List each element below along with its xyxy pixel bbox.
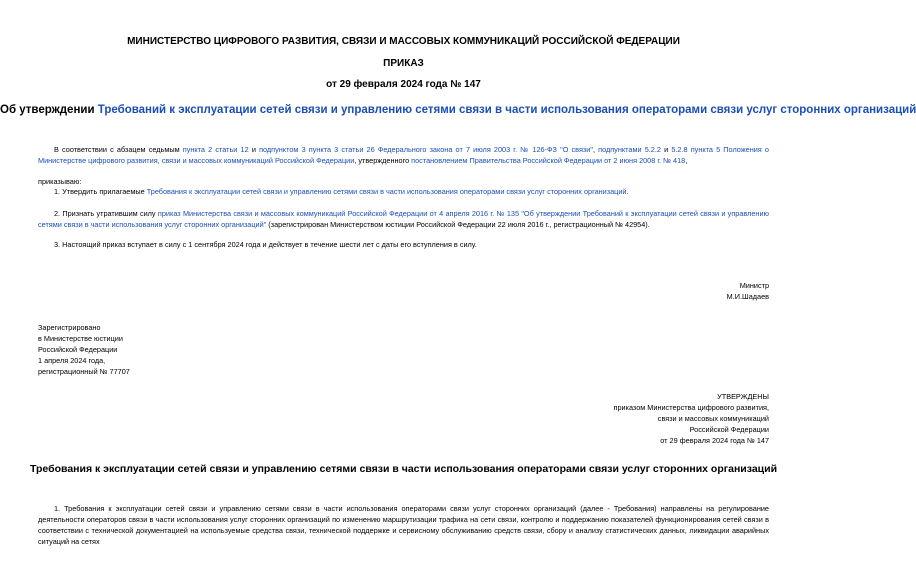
ministry-header: МИНИСТЕРСТВО ЦИФРОВОГО РАЗВИТИЯ, СВЯЗИ И МАССОВЫХ КОММУНИКАЦИЙ РОССИЙСКОЙ ФЕДЕРАЦИИ [127,36,680,47]
preamble-text-2: и [248,145,260,154]
order-word: приказываю: [38,177,82,186]
item-3: 3. Настоящий приказ вступает в силу с 1 сентября 2024 года и действует в течение шести лет с даты его вступления в силу. [54,240,477,249]
item-2-prefix: 2. Признать утратившим силу [54,209,158,218]
preamble-link-4[interactable]: 5.2.8 пункта 5 Положения о Министерстве цифрового развития, связи и массовых коммуникаций Российской Федерации [38,145,769,165]
registration-line-1: Зарегистрировано [38,323,101,332]
title-link[interactable]: Требований к эксплуатации сетей связи и управлению сетями связи в части использования операторами связи услуг сторонних организаций [97,104,916,116]
preamble-link-5[interactable]: постановлением Правительства Российской Федерации от 2 июня 2008 г. № 418 [411,156,686,165]
signature-block [727,280,769,302]
preamble-text-1: В соответствии с абзацем седьмым [54,145,183,154]
registration-line-3: Российской Федерации [38,345,118,354]
signature-position: Министр [739,281,769,290]
item-2-suffix: (зарегистрирован Министерством юстиции Российской Федерации 22 июля 2016 г., регистрационный № 42954). [266,220,650,229]
preamble-link-3[interactable]: подпунктами 5.2.2 [598,145,661,154]
approved-line-2: приказом Министерства цифрового развития, [613,403,769,412]
requirements-paragraph-1: 1. Требования к эксплуатации сетей связи и управлению сетями связи в части использования операторами связи услуг сторонних организаций (далее - Требования) направлены на регулирование деятельности операторов связи в части использования услуг сторонних организаций по изменению маршрутизации трафика на сети связи, контролю и поддержанию показателей функционирования сетей связи в соответствии с технической документацией на используемые средства связи, технической поддержке и сервисному обслуживанию средств связи, сбору и анализу статистических данных, ликвидации аварийных ситуаций на сетях [38,504,769,546]
preamble-text-5: , утвержденного [354,156,412,165]
item-2 [38,208,769,230]
preamble-text-3: , [592,145,599,154]
preamble-link-1[interactable]: пункта 2 статьи 12 [182,145,249,154]
approved-line-3: связи и массовых коммуникаций [657,414,769,423]
preamble-text-6: , [685,156,688,165]
approved-block [614,391,769,446]
item-1-suffix: . [626,187,629,196]
signature-name: М.И.Шадаев [726,292,769,301]
document-title [0,104,916,116]
item-1-prefix: 1. Утвердить прилагаемые [54,187,147,196]
doc-type: ПРИКАЗ [383,58,424,69]
item-1 [38,186,769,197]
item-2-link[interactable]: приказ Министерства связи и массовых коммуникаций Российской Федерации от 4 апреля 2016 г. № 135 "Об утверждении Требований к эксплуатации сетей связи и управлению сетями связи в части использования услуг сторонних организаций" [38,209,770,229]
preamble-text-4: и [660,145,672,154]
item-1-link[interactable]: Требования к эксплуатации сетей связи и управлению сетями связи в части использования операторами связи услуг сторонних организаций [146,187,627,196]
doc-date-number: от 29 февраля 2024 года № 147 [326,79,481,90]
preamble-paragraph [38,144,769,166]
approved-line-1: УТВЕРЖДЕНЫ [717,392,769,401]
registration-line-4: 1 апреля 2024 года, [38,356,106,365]
approved-line-4: Российской Федерации [689,425,769,434]
preamble-link-2[interactable]: подпунктом 3 пункта 3 статьи 26 Федерального закона от 7 июля 2003 г. № 126-ФЗ "О связи" [259,145,593,154]
requirements-title: Требования к эксплуатации сетей связи и управлению сетями связи в части использования операторами связи услуг сторонних организаций [29,463,778,475]
registration-line-2: в Министерстве юстиции [38,334,123,343]
registration-block [38,322,130,377]
approved-line-5: от 29 февраля 2024 года № 147 [660,436,769,445]
title-prefix: Об утверждении [0,104,98,116]
registration-line-5: регистрационный № 77707 [38,367,130,376]
